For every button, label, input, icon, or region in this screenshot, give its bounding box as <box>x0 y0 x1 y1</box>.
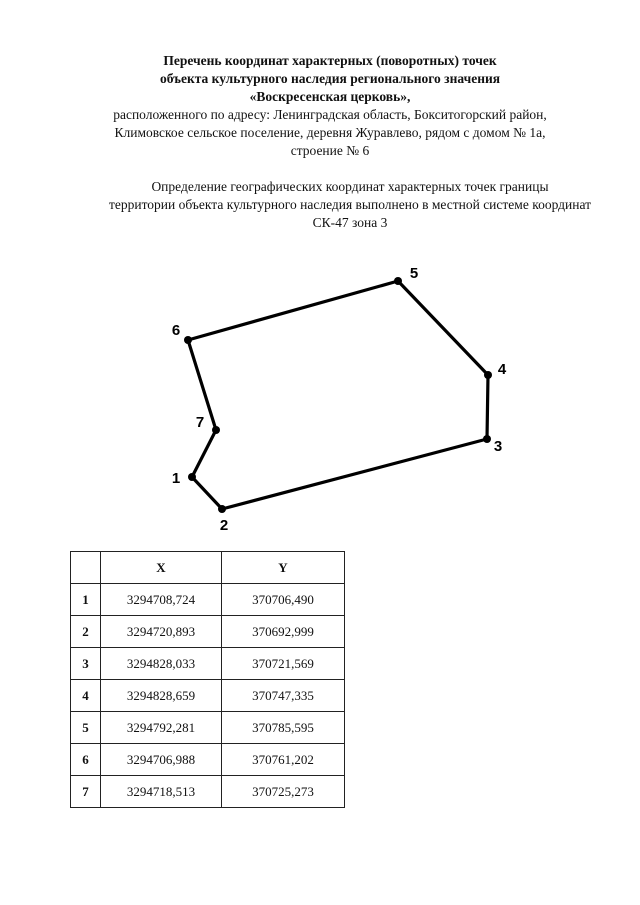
x-coordinate: 3294828,033 <box>101 648 222 680</box>
table-row <box>71 584 345 616</box>
x-coordinate: 3294708,724 <box>101 584 222 616</box>
column-header-y: Y <box>222 552 345 584</box>
point-number: 2 <box>71 616 101 648</box>
vertex-point-4 <box>484 371 492 379</box>
vertex-point-6 <box>184 336 192 344</box>
vertex-label-7: 7 <box>195 414 205 431</box>
y-coordinate: 370706,490 <box>222 584 345 616</box>
y-coordinate: 370747,335 <box>222 680 345 712</box>
vertex-point-3 <box>483 435 491 443</box>
boundary-polygon <box>188 281 488 509</box>
table-row <box>71 712 345 744</box>
intro-line-3: СК-47 зона 3 <box>312 215 388 230</box>
intro-line-2: территории объекта культурного наследия выполнено в местной системе координат <box>108 197 592 212</box>
intro-paragraph <box>70 178 630 232</box>
x-coordinate: 3294720,893 <box>101 616 222 648</box>
vertex-point-2 <box>218 505 226 513</box>
address-line-3: строение № 6 <box>290 143 370 158</box>
column-header-number <box>71 552 101 584</box>
vertex-label-2: 2 <box>219 517 229 534</box>
point-number: 7 <box>71 776 101 808</box>
y-coordinate: 370692,999 <box>222 616 345 648</box>
point-number: 4 <box>71 680 101 712</box>
vertex-label-3: 3 <box>493 438 503 455</box>
coordinates-table <box>70 551 345 808</box>
column-header-x: X <box>101 552 222 584</box>
title-line-2: объекта культурного наследия регионального значения <box>159 71 501 86</box>
address-line-2: Климовское сельское поселение, деревня Журавлево, рядом с домом № 1а, <box>114 125 546 140</box>
vertex-point-7 <box>212 426 220 434</box>
vertex-label-1: 1 <box>171 470 181 487</box>
address-line-1: расположенного по адресу: Ленинградская область, Бокситогорский район, <box>113 107 547 122</box>
x-coordinate: 3294828,659 <box>101 680 222 712</box>
x-coordinate: 3294706,988 <box>101 744 222 776</box>
point-number: 5 <box>71 712 101 744</box>
vertex-label-4: 4 <box>497 361 507 378</box>
table-row <box>71 680 345 712</box>
table-row <box>71 648 345 680</box>
intro-line-1: Определение географических координат характерных точек границы <box>151 179 549 194</box>
vertex-label-5: 5 <box>409 265 419 282</box>
table-row <box>71 744 345 776</box>
y-coordinate: 370785,595 <box>222 712 345 744</box>
title-line-1: Перечень координат характерных (поворотных) точек <box>163 53 497 68</box>
y-coordinate: 370725,273 <box>222 776 345 808</box>
vertex-point-5 <box>394 277 402 285</box>
table-row <box>71 616 345 648</box>
point-number: 3 <box>71 648 101 680</box>
point-number: 6 <box>71 744 101 776</box>
vertex-point-1 <box>188 473 196 481</box>
document-title <box>60 52 600 160</box>
y-coordinate: 370721,569 <box>222 648 345 680</box>
table-row <box>71 776 345 808</box>
y-coordinate: 370761,202 <box>222 744 345 776</box>
vertex-label-6: 6 <box>171 322 181 339</box>
x-coordinate: 3294792,281 <box>101 712 222 744</box>
x-coordinate: 3294718,513 <box>101 776 222 808</box>
point-number: 1 <box>71 584 101 616</box>
title-line-3: «Воскресенская церковь», <box>249 89 411 104</box>
boundary-plan <box>0 250 640 545</box>
table-header-row <box>71 552 345 584</box>
